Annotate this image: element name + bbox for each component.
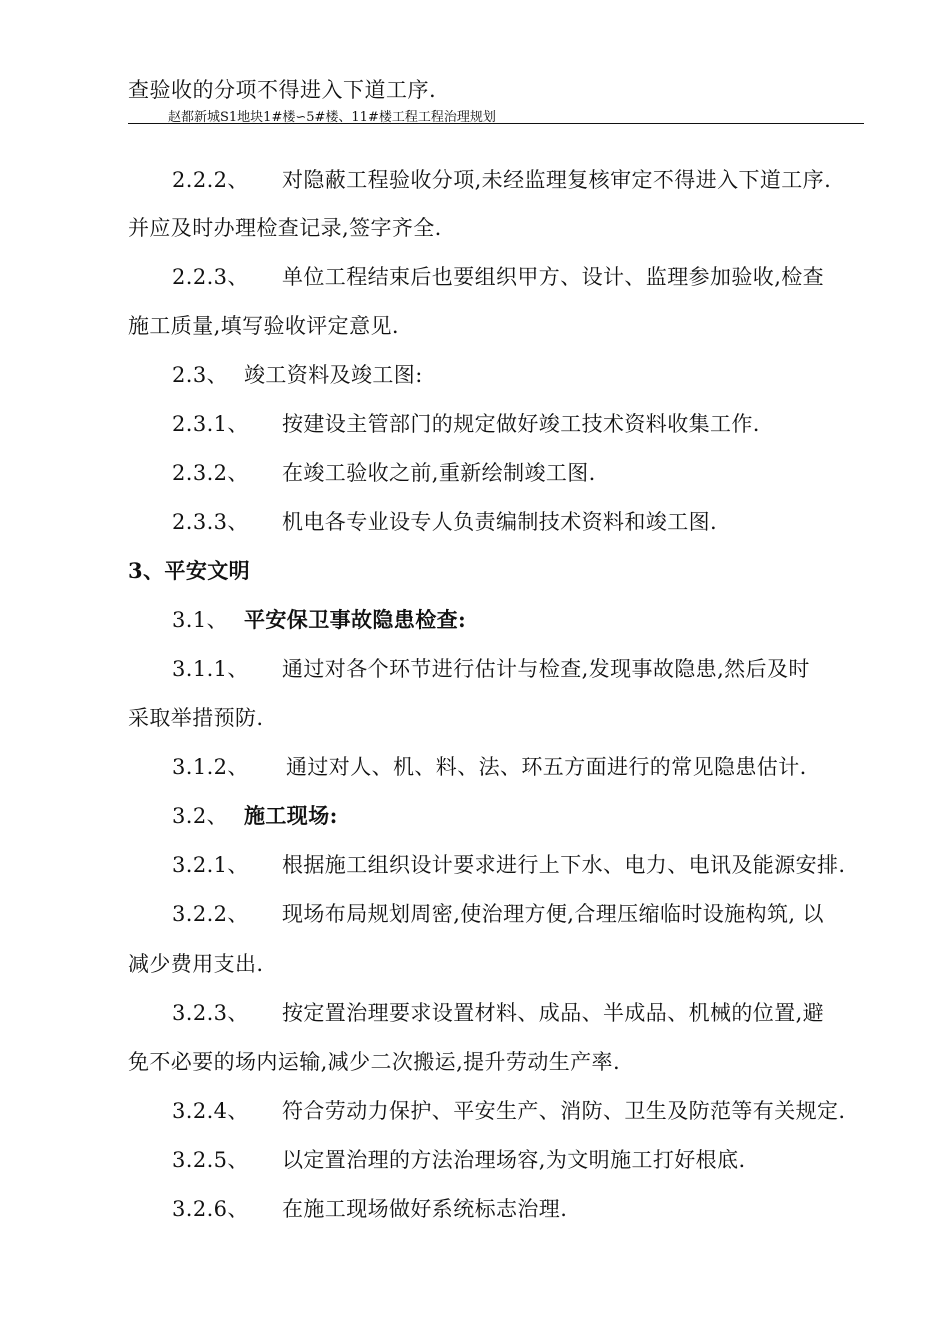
item-text: 施工现场: bbox=[244, 803, 338, 828]
item-3-1-1 bbox=[172, 655, 810, 683]
item-2-3-3 bbox=[172, 508, 717, 536]
item-text: 根据施工组织设计要求进行上下水、电力、电讯及能源安排. bbox=[282, 853, 846, 877]
item-3-2-3-continuation: 免不必要的场内运输,减少二次搬运,提升劳动生产率. bbox=[128, 1050, 621, 1074]
running-header: 赵都新城S1地块1#楼∽5#楼、11#楼工程工程治理规划 bbox=[168, 110, 496, 125]
item-number: 2.3.1、 bbox=[172, 412, 249, 436]
item-3-1-2 bbox=[172, 753, 807, 781]
item-3-1-1-continuation: 采取举措预防. bbox=[128, 706, 264, 730]
item-3-2-2 bbox=[172, 900, 824, 928]
item-text: 按建设主管部门的规定做好竣工技术资料收集工作. bbox=[282, 412, 760, 436]
item-number: 3、 bbox=[128, 558, 165, 583]
item-text: 以定置治理的方法治理场容,为文明施工打好根底. bbox=[282, 1148, 746, 1172]
item-number: 3.2.1、 bbox=[172, 853, 249, 877]
carryover-line: 查验收的分项不得进入下道工序. bbox=[128, 78, 437, 102]
item-2-2-3-continuation: 施工质量,填写验收评定意见. bbox=[128, 314, 399, 338]
item-2-3-1 bbox=[172, 410, 760, 438]
item-2-3 bbox=[172, 361, 423, 389]
item-number: 3.2、 bbox=[172, 804, 228, 828]
item-2-3-2 bbox=[172, 459, 596, 487]
item-number: 3.1、 bbox=[172, 608, 228, 632]
item-text: 通过对各个环节进行估计与检查,发现事故隐患,然后及时 bbox=[282, 657, 810, 681]
item-text: 单位工程结束后也要组织甲方、设计、监理参加验收,检查 bbox=[282, 265, 825, 289]
item-text: 平安文明 bbox=[164, 558, 251, 583]
item-text: 在竣工验收之前,重新绘制竣工图. bbox=[282, 461, 596, 485]
item-number: 2.3.3、 bbox=[172, 510, 249, 534]
item-number: 2.2.3、 bbox=[172, 265, 249, 289]
item-text: 对隐蔽工程验收分项,未经监理复核审定不得进入下道工序. bbox=[282, 168, 832, 192]
item-number: 3.2.5、 bbox=[172, 1148, 249, 1172]
item-3-2-4 bbox=[172, 1097, 845, 1125]
item-text: 竣工资料及竣工图: bbox=[244, 363, 423, 387]
item-number: 3.1.2、 bbox=[172, 755, 249, 779]
section-3-heading bbox=[128, 557, 250, 585]
item-3-2-3 bbox=[172, 999, 824, 1027]
header-rule bbox=[128, 123, 864, 124]
item-text: 机电各专业设专人负责编制技术资料和竣工图. bbox=[282, 510, 718, 534]
item-3-2-5 bbox=[172, 1146, 746, 1174]
item-number: 3.1.1、 bbox=[172, 657, 249, 681]
item-number: 3.2.3、 bbox=[172, 1001, 249, 1025]
item-2-2-2 bbox=[172, 166, 831, 194]
item-3-2-6 bbox=[172, 1195, 567, 1223]
item-2-2-3 bbox=[172, 263, 824, 291]
item-text: 现场布局规划周密,使治理方便,合理压缩临时设施构筑, 以 bbox=[282, 902, 824, 926]
item-number: 2.3.2、 bbox=[172, 461, 249, 485]
item-number: 2.2.2、 bbox=[172, 168, 249, 192]
item-number: 3.2.6、 bbox=[172, 1197, 249, 1221]
item-3-2-1 bbox=[172, 851, 845, 879]
item-3-2-2-continuation: 减少费用支出. bbox=[128, 952, 264, 976]
item-number: 3.2.4、 bbox=[172, 1099, 249, 1123]
item-text: 平安保卫事故隐患检查: bbox=[244, 607, 467, 632]
item-number: 3.2.2、 bbox=[172, 902, 249, 926]
item-number: 2.3、 bbox=[172, 363, 228, 387]
item-text: 符合劳动力保护、平安生产、消防、卫生及防范等有关规定. bbox=[282, 1099, 846, 1123]
item-3-1 bbox=[172, 606, 466, 634]
item-text: 在施工现场做好系统标志治理. bbox=[282, 1197, 568, 1221]
item-2-2-2-continuation: 并应及时办理检查记录,签字齐全. bbox=[128, 216, 442, 240]
item-3-2 bbox=[172, 802, 338, 830]
item-text: 按定置治理要求设置材料、成品、半成品、机械的位置,避 bbox=[282, 1001, 825, 1025]
item-text: 通过对人、机、料、法、环五方面进行的常见隐患估计. bbox=[286, 755, 807, 779]
